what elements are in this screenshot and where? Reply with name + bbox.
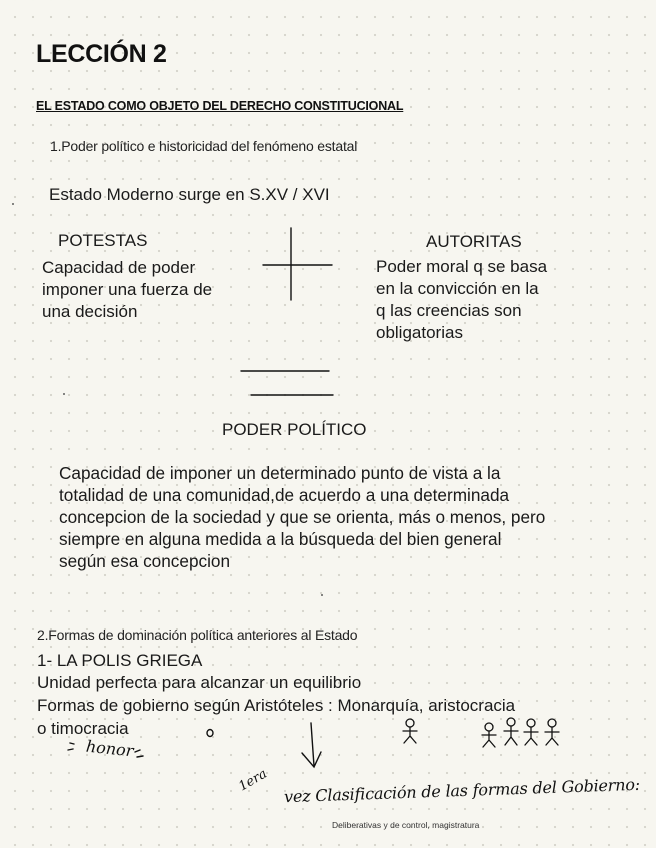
modern-state-note: Estado Moderno surge en S.XV / XVI — [49, 185, 330, 204]
polis-line: o timocracia — [37, 719, 129, 738]
footnote: Deliberativas y de control, magistratura — [332, 820, 480, 830]
honor-squiggle-marks — [68, 743, 143, 757]
potestas-line: una decisión — [42, 302, 138, 321]
autoritas-line: en la convicción en la — [376, 279, 539, 298]
polis-line: Unidad perfecta para alcanzar un equilibrio — [37, 673, 362, 692]
section-heading: EL ESTADO COMO OBJETO DEL DERECHO CONSTITUCIONAL — [36, 99, 404, 113]
handwritten-honor: honor — [85, 736, 135, 761]
autoritas-line: q las creencias son — [376, 301, 522, 320]
handwritten-classification-note: vez Clasificación de las formas del Gobierno: — [283, 774, 641, 807]
poder-politico-line: totalidad de una comunidad,de acuerdo a una determinada — [59, 485, 510, 505]
potestas-line: Capacidad de poder — [42, 258, 196, 277]
autoritas-heading: AUTORITAS — [426, 232, 522, 251]
potestas-heading: POTESTAS — [58, 231, 148, 250]
polis-line: Formas de gobierno según Aristóteles : Monarquía, aristocracia — [37, 696, 516, 715]
poder-politico-line: según esa concepcion — [59, 551, 231, 571]
stick-figures — [403, 718, 559, 747]
poder-politico-line: siempre en alguna medida a la búsqueda del bien general — [59, 529, 502, 549]
stick-figure-group-icon — [482, 718, 559, 747]
polis-heading: 1- LA POLIS GRIEGA — [37, 651, 203, 670]
autoritas-line: obligatorias — [376, 323, 463, 342]
poder-politico-line: concepcion de la sociedad y que se orienta, más o menos, pero — [59, 507, 546, 527]
poder-politico-line: Capacidad de imponer un determinado punto de vista a la — [59, 463, 501, 483]
small-circle-mark — [207, 730, 213, 737]
autoritas-line: Poder moral q se basa — [376, 257, 548, 276]
lesson-title: LECCIÓN 2 — [36, 40, 167, 68]
down-arrow-icon — [311, 723, 314, 766]
subsection-2-heading: 2.Formas de dominación política anteriores al Estado — [37, 627, 358, 643]
handwritten-first-label: 1era — [236, 766, 270, 795]
down-arrow-head — [302, 752, 321, 767]
potestas-line: imponer una fuerza de — [42, 280, 213, 299]
subsection-1-heading: 1.Poder político e historicidad del fenómeno estatal — [50, 138, 358, 154]
poder-politico-heading: PODER POLÍTICO — [222, 420, 367, 439]
stick-figure-single-icon — [403, 719, 417, 743]
